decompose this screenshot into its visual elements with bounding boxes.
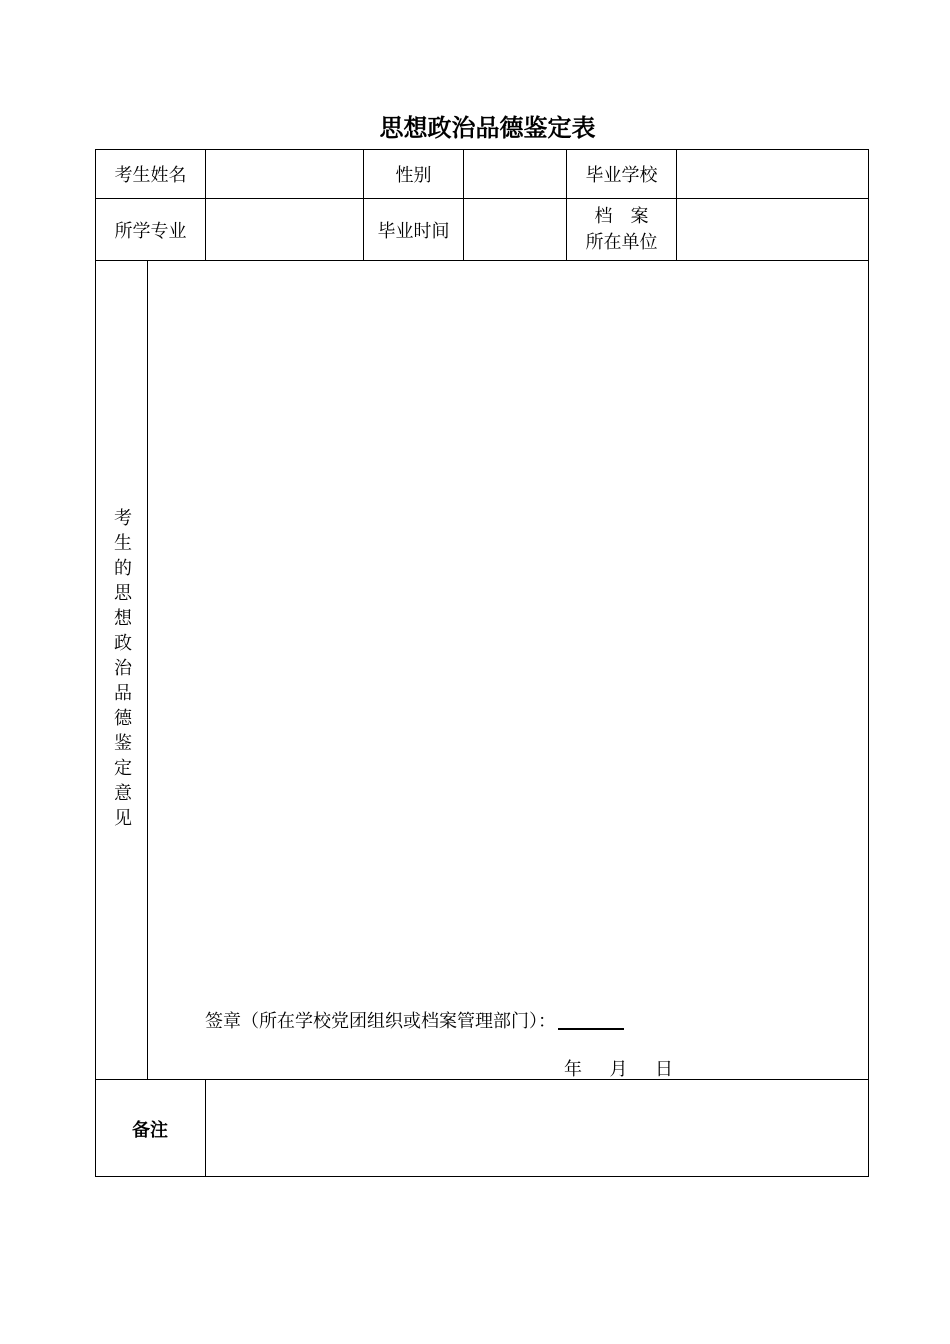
gender-label: 性别 — [395, 165, 432, 186]
grad-time-field[interactable] — [464, 199, 566, 260]
archive-label-line1: 档 案 — [594, 205, 649, 227]
remarks-label: 备注 — [132, 1119, 168, 1141]
date-row — [564, 1055, 673, 1081]
archive-label — [567, 199, 676, 260]
signature-label: 签章（所在学校党团组织或档案管理部门）： — [205, 1011, 556, 1032]
name-label: 考生姓名 — [114, 165, 187, 186]
assessment-label — [95, 261, 147, 1079]
school-label: 毕业学校 — [585, 165, 658, 186]
assessment-label-text: 考生的思想政治品德鉴定意见 — [111, 507, 132, 833]
opinion-field[interactable] — [148, 261, 868, 1079]
remarks-field[interactable] — [206, 1080, 868, 1177]
major-field[interactable] — [206, 199, 363, 260]
form-border-right — [868, 149, 869, 1177]
signature-field[interactable] — [558, 1006, 624, 1030]
school-field[interactable] — [677, 150, 868, 198]
date-day-label: 日 — [654, 1059, 673, 1080]
gender-field[interactable] — [464, 150, 566, 198]
assessment-form — [95, 149, 869, 1177]
major-label: 所学专业 — [114, 220, 187, 242]
grad-time-label: 毕业时间 — [377, 220, 450, 242]
archive-field[interactable] — [677, 199, 868, 260]
date-year-label: 年 — [564, 1059, 582, 1080]
archive-label-line2: 所在单位 — [585, 231, 658, 253]
name-field[interactable] — [206, 150, 363, 198]
signature-row — [205, 1007, 624, 1033]
form-title: 思想政治品德鉴定表 — [379, 113, 596, 142]
date-month-label: 月 — [609, 1059, 628, 1080]
